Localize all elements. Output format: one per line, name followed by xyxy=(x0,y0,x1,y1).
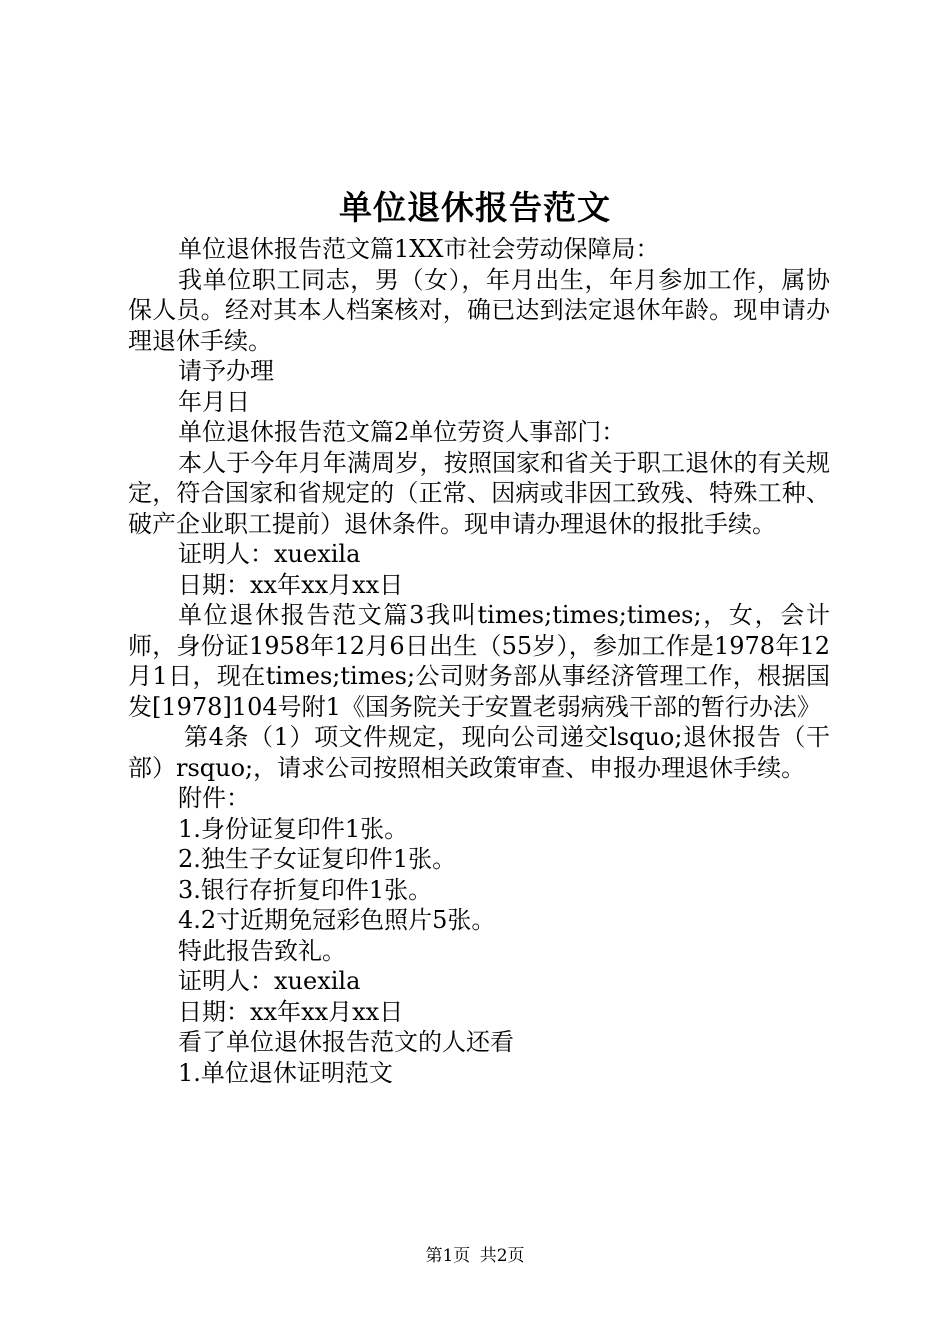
list-item: 2.独生子女证复印件1张。 xyxy=(178,845,457,873)
list-item: 4.2寸近期免冠彩色照片5张。 xyxy=(178,906,496,934)
list-item: 1.单位退休证明范文 xyxy=(178,1058,393,1087)
paragraph: 单位退休报告范文篇1XX市社会劳动保障局： xyxy=(178,235,660,263)
paragraph: 单位退休报告范文篇3我叫times;times;times;，女，会计师，身份证1958年12月6日出生（55岁），参加工作是1978年12月1日，现在times;times;公司财务部从事经济管理工作，根据国发[1978]104号附1《国务院关于安置老弱病残干部的暂行办法》 xyxy=(128,601,830,721)
paragraph: 年月日 xyxy=(178,387,250,416)
paragraph: 我单位职工同志，男（女），年月出生，年月参加工作，属协保人员。经对其本人档案核对，确已达到法定退休年龄。现申请办理退休手续。 xyxy=(128,265,830,355)
paragraph: 日期：xx年xx月xx日 xyxy=(178,570,404,599)
list-item: 3.银行存折复印件1张。 xyxy=(178,875,433,904)
paragraph: 证明人：xuexila xyxy=(178,540,361,568)
paragraph: 附件： xyxy=(178,784,250,812)
paragraph: 请予办理 xyxy=(178,357,274,385)
paragraph: 证明人：xuexila xyxy=(178,967,361,995)
page-total: 共2页 xyxy=(479,1246,525,1266)
paragraph: 本人于今年月年满周岁，按照国家和省关于职工退休的有关规定，符合国家和省规定的（正常、因病或非因工致残、特殊工种、破产企业职工提前）退休条件。现申请办理退休的报批手续。 xyxy=(128,448,830,538)
paragraph: 特此报告致礼。 xyxy=(178,936,346,965)
document-body xyxy=(128,234,830,1088)
paragraph: 看了单位退休报告范文的人还看 xyxy=(178,1028,514,1056)
paragraph: 单位退休报告范文篇2单位劳资人事部门： xyxy=(178,418,626,446)
page-number: 第1页 xyxy=(425,1246,471,1266)
page-footer xyxy=(0,1244,950,1268)
paragraph: 第4条（1）项文件规定，现向公司递交lsquo;退休报告（干部）rsquo;，请求公司按照相关政策审查、申报办理退休手续。 xyxy=(128,723,830,782)
paragraph: 日期：xx年xx月xx日 xyxy=(178,997,404,1026)
list-item: 1.身份证复印件1张。 xyxy=(178,814,409,843)
document-title: 单位退休报告范文 xyxy=(339,188,611,227)
